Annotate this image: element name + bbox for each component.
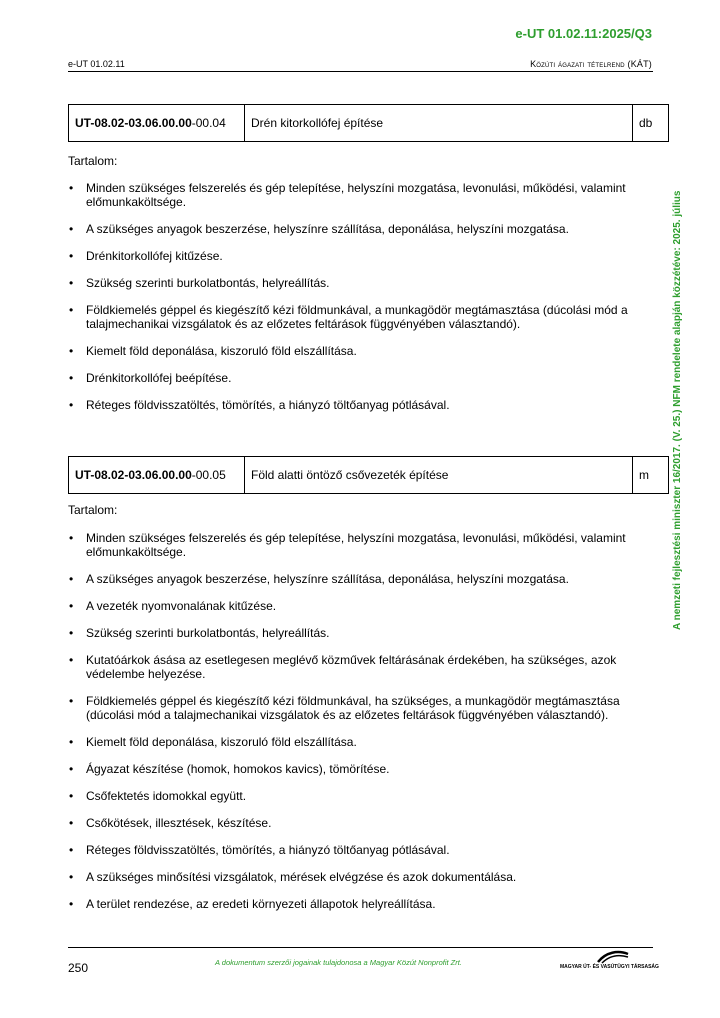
copyright-note: A dokumentum szerzői jogainak tulajdonosa a Magyar Közút Nonprofit Zrt. — [215, 958, 462, 967]
list-item: • Réteges földvisszatöltés, tömörítés, a hiányzó töltőanyag pótlásával. — [68, 398, 653, 412]
header-rule — [68, 71, 653, 72]
content-label: Tartalom: — [68, 503, 118, 517]
item-code-suffix: -00.04 — [191, 116, 226, 130]
list-item: • Ágyazat készítése (homok, homokos kavics), tömörítése. — [68, 762, 653, 776]
list-item: • Földkiemelés géppel és kiegészítő kézi földmunkával, ha szükséges, a munkagödör megtámasztása (dúcolási mód a talajmechanikai vizsgálatok és az előzetes feltárások függvényében választandó). — [68, 694, 653, 722]
item-unit: db — [633, 105, 669, 142]
logo-text: MAGYAR ÚT- ÉS VASÚTÜGYI TÁRSASÁG — [560, 964, 659, 970]
list-item: • Kutatóárkok ásása az esetlegesen meglévő közművek feltárásának érdekében, ha szükséges, azok védelembe helyezése. — [68, 653, 653, 681]
item-title: Föld alatti öntöző csővezeték építése — [245, 457, 633, 494]
list-item: • A vezeték nyomvonalának kitűzése. — [68, 599, 653, 613]
list-item: • Drénkitorkollófej beépítése. — [68, 371, 653, 385]
list-item: • Földkiemelés géppel és kiegészítő kézi földmunkával, a munkagödör megtámasztása (dúcolási mód a talajmechanikai vizsgálatok és az előzetes feltárások függvényében választandó). — [68, 303, 653, 331]
list-item: • Drénkitorkollófej kitűzése. — [68, 249, 653, 263]
item-code-main: UT-08.02-03.06.00.00 — [75, 116, 192, 130]
list-item: • Csőkötések, illesztések, készítése. — [68, 816, 653, 830]
item-row — [69, 457, 669, 494]
item-unit: m — [633, 457, 669, 494]
item-row — [69, 105, 669, 142]
content-label: Tartalom: — [68, 154, 118, 168]
list-item: • A szükséges anyagok beszerzése, helyszínre szállítása, deponálása, helyszíni mozgatása. — [68, 572, 653, 586]
road-swoosh-icon — [596, 950, 630, 964]
item-table — [68, 104, 669, 142]
item-code — [69, 105, 245, 142]
list-item: • A terület rendezése, az eredeti környezeti állapotok helyreállítása. — [68, 897, 653, 911]
side-note: A nemzeti fejlesztési miniszter 16/2017. (V. 25.) NFM rendelete alapján közzétéve: 2025. július — [672, 190, 683, 630]
item-table — [68, 456, 669, 494]
list-item: • Kiemelt föld deponálása, kiszoruló föld elszállítása. — [68, 344, 653, 358]
list-item: • Kiemelt föld deponálása, kiszoruló föld elszállítása. — [68, 735, 653, 749]
header-left: e-UT 01.02.11 — [68, 59, 125, 69]
item-code — [69, 457, 245, 494]
footer-rule — [68, 947, 653, 948]
item-code-suffix: -00.05 — [191, 468, 226, 482]
list-item: • Csőfektetés idomokkal együtt. — [68, 789, 653, 803]
list-item: • A szükséges minősítési vizsgálatok, mérések elvégzése és azok dokumentálása. — [68, 870, 653, 884]
item-code-main: UT-08.02-03.06.00.00 — [75, 468, 192, 482]
list-item: • Szükség szerinti burkolatbontás, helyreállítás. — [68, 626, 653, 640]
content-list — [68, 181, 653, 425]
list-item: • Minden szükséges felszerelés és gép telepítése, helyszíni mozgatása, levonulási, működési, valamint előmunkaköltsége. — [68, 531, 653, 559]
society-logo — [560, 950, 659, 974]
page-number: 250 — [68, 961, 89, 975]
list-item: • Szükség szerinti burkolatbontás, helyreállítás. — [68, 276, 653, 290]
item-title: Drén kitorkollófej építése — [245, 105, 633, 142]
list-item: • Réteges földvisszatöltés, tömörítés, a hiányzó töltőanyag pótlásával. — [68, 843, 653, 857]
list-item: • Minden szükséges felszerelés és gép telepítése, helyszíni mozgatása, levonulási, működési, valamint előmunkaköltsége. — [68, 181, 653, 209]
header-right: Közúti ágazati tételrend (KÁT) — [530, 59, 652, 69]
content-list — [68, 531, 653, 924]
doc-code: e-UT 01.02.11:2025/Q3 — [515, 26, 652, 41]
list-item: • A szükséges anyagok beszerzése, helyszínre szállítása, deponálása, helyszíni mozgatása. — [68, 222, 653, 236]
